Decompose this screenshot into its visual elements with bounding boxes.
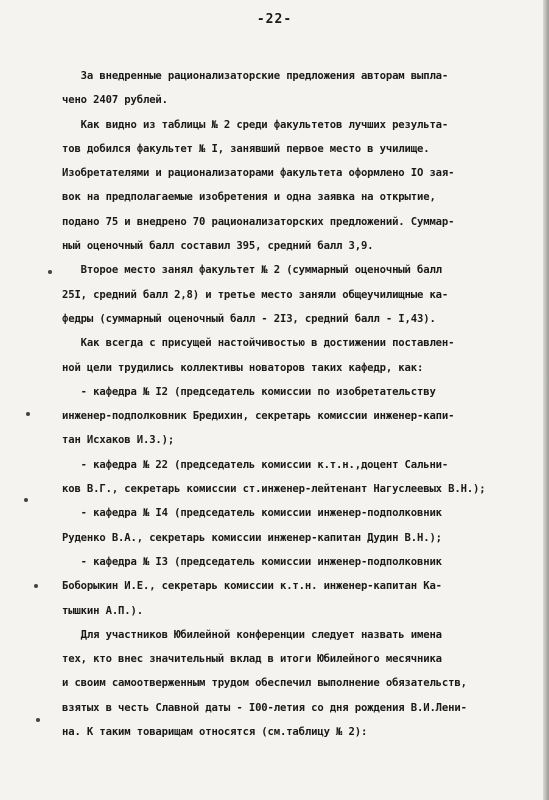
text-line: - кафедра № 22 (председатель комиссии к.т.н.,доцент Сальни- xyxy=(62,458,449,471)
text-line: тов добился факультет № I, занявший первое место в училище. xyxy=(62,142,430,155)
text-line: тех, кто внес значительный вклад в итоги Юбилейного месячника xyxy=(62,653,442,666)
text-line: - кафедра № I2 (председатель комиссии по изобретательству xyxy=(62,385,436,398)
text-line: чено 2407 рублей. xyxy=(62,94,168,107)
scan-mark xyxy=(24,498,28,502)
scan-mark xyxy=(26,412,30,416)
text-line: Для участников Юбилейной конференции следует назвать имена xyxy=(62,628,442,641)
text-line: 25I, средний балл 2,8) и третье место заняли общеучилищные ка- xyxy=(62,288,449,301)
text-line: вок на предполагаемые изобретения и одна заявка на открытие, xyxy=(62,191,436,204)
text-line: - кафедра № I3 (председатель комиссии инженер-подполковник xyxy=(62,555,442,568)
text-line: и своим самоотверженным трудом обеспечил выполнение обязательств, xyxy=(62,677,467,690)
scan-mark xyxy=(36,718,40,722)
text-line: Боборыкин И.Е., секретарь комиссии к.т.н. инженер-капитан Ка- xyxy=(62,580,442,593)
text-line: тан Исхаков И.З.); xyxy=(62,434,175,447)
text-line: федры (суммарный оценочный балл - 2I3, средний балл - I,43). xyxy=(62,312,436,325)
text-line: на. К таким товарищам относятся (см.таблицу № 2): xyxy=(62,726,368,739)
text-line: Как всегда с присущей настойчивостью в достижении поставлен- xyxy=(62,337,455,350)
text-line: - кафедра № I4 (председатель комиссии инженер-подполковник xyxy=(62,507,442,520)
page-number: -22- xyxy=(256,12,293,27)
page-edge-shadow xyxy=(543,0,549,800)
text-line: ный оценочный балл составил 395, средний балл 3,9. xyxy=(62,240,374,253)
text-line: Руденко В.А., секретарь комиссии инженер-капитан Дудин В.Н.); xyxy=(62,531,442,544)
text-line: Изобретателями и рационализаторами факультета оформлено IO зая- xyxy=(62,167,455,180)
text-line: Второе место занял факультет № 2 (суммарный оценочный балл xyxy=(62,264,442,277)
text-line: ков В.Г., секретарь комиссии ст.инженер-лейтенант Нагуслеевых В.Н.); xyxy=(62,483,486,496)
text-line: Как видно из таблицы № 2 среди факультетов лучших результа- xyxy=(62,118,449,131)
scan-mark xyxy=(34,584,38,588)
body-text xyxy=(62,64,548,744)
text-line: За внедренные рационализаторские предложения авторам выпла- xyxy=(62,70,449,82)
scan-mark xyxy=(48,270,52,274)
text-line: инженер-подполковник Бредихин, секретарь комиссии инженер-капи- xyxy=(62,410,455,423)
text-line: ной цели трудились коллективы новаторов таких кафедр, как: xyxy=(62,361,424,374)
text-line: подано 75 и внедрено 70 рационализаторских предложений. Суммар- xyxy=(62,215,455,228)
text-line: тышкин А.П.). xyxy=(62,604,143,617)
text-line: взятых в честь Славной даты - I00-летия со дня рождения В.И.Лени- xyxy=(62,701,467,714)
